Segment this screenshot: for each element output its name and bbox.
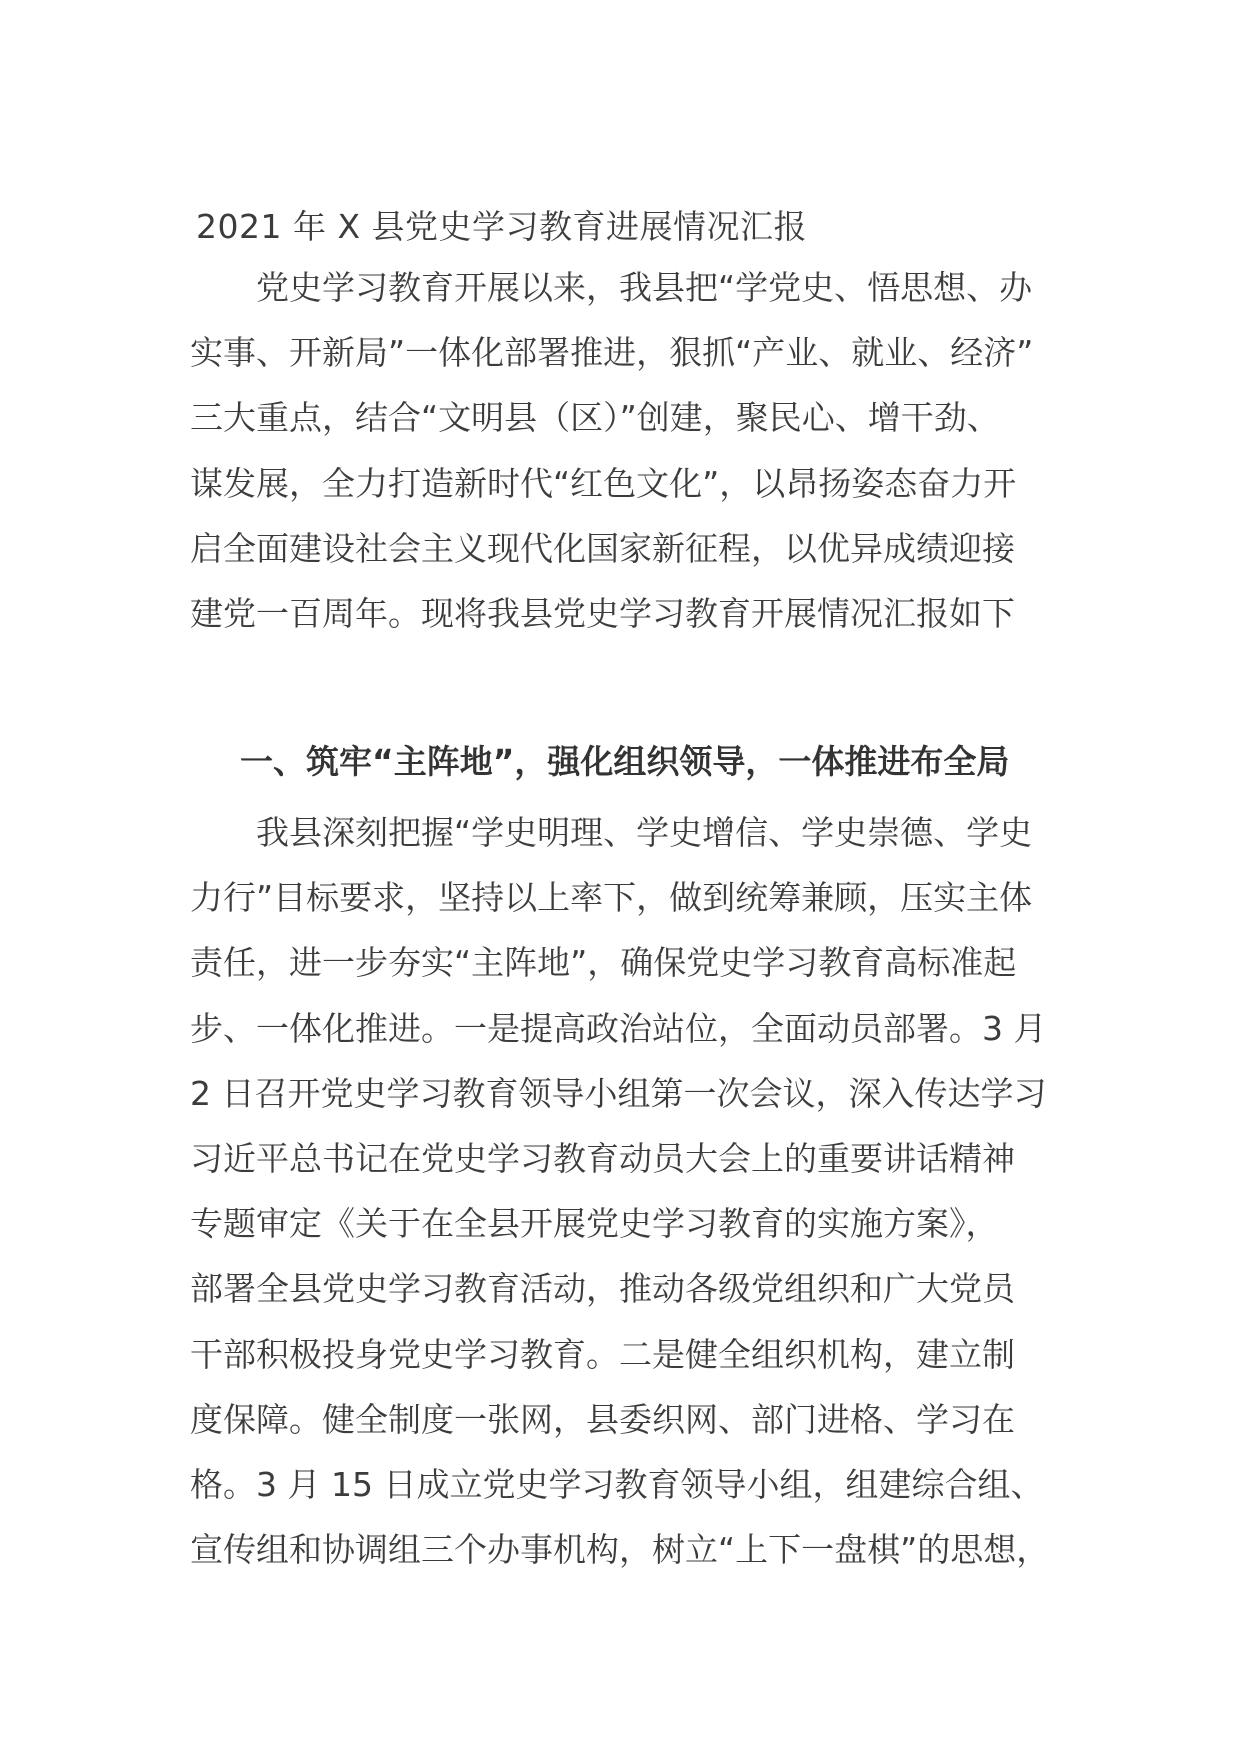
paragraph-line: 我县深刻把握“学史明理、学史增信、学史崇德、学史 (190, 813, 1033, 852)
paragraph-line: 启全面建设社会主义现代化国家新征程，以优异成绩迎接 (190, 528, 1015, 568)
paragraph-line: 步、一体化推进。一是提高政治站位，全面动员部署。3 月 (190, 1008, 1047, 1048)
paragraph-line: 专题审定《关于在全县开展党史学习教育的实施方案》， (190, 1204, 999, 1244)
paragraph-line: 度保障。健全制度一张网，县委织网、部门进格、学习在 (190, 1399, 1015, 1439)
paragraph-line: 宣传组和协调组三个办事机构，树立“上下一盘棋”的思想， (190, 1530, 1050, 1570)
paragraph-line: 责任，进一步夯实“主阵地”，确保党史学习教育高标准起 (190, 943, 1017, 983)
paragraph-line: 习近平总书记在党史学习教育动员大会上的重要讲话精神 (190, 1138, 1015, 1178)
paragraph-line: 2 日召开党史学习教育领导小组第一次会议，深入传达学习 (190, 1073, 1047, 1113)
paragraph-line: 党史学习教育开展以来，我县把“学党史、悟思想、办 (190, 268, 1033, 307)
paragraph-line: 实事、开新局”一体化部署推进，狠抓“产业、就业、经济” (190, 333, 1034, 373)
paragraph-line: 建党一百周年。现将我县党史学习教育开展情况汇报如下 (190, 593, 1015, 633)
paragraph-line: 干部积极投身党史学习教育。二是健全组织机构，建立制 (190, 1334, 1015, 1374)
document-title: 2021 年 X 县党史学习教育进展情况汇报 (196, 207, 808, 246)
paragraph-line: 格。3 月 15 日成立党史学习教育领导小组，组建综合组、 (190, 1464, 1044, 1504)
intro-paragraph (190, 255, 1070, 646)
section-paragraph (190, 800, 1070, 1582)
paragraph-line: 谋发展，全力打造新时代“红色文化”，以昂扬姿态奋力开 (190, 463, 1017, 503)
paragraph-line: 力行”目标要求，坚持以上率下，做到统筹兼顾，压实主体 (190, 878, 1033, 918)
section-heading: 一、筑牢“主阵地”，强化组织领导，一体推进布全局 (240, 742, 1010, 781)
paragraph-line: 部署全县党史学习教育活动，推动各级党组织和广大党员 (190, 1269, 1015, 1309)
paragraph-line: 三大重点，结合“文明县（区）”创建，聚民心、增干劲、 (190, 398, 1000, 438)
